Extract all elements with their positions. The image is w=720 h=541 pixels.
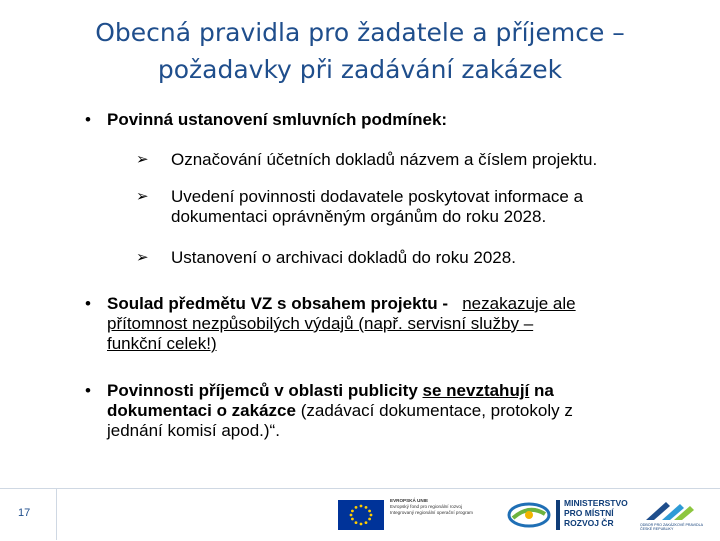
- page-number: 17: [18, 507, 31, 519]
- bullet-item-1: [85, 110, 448, 130]
- sub-item-3: [136, 248, 516, 268]
- sub-item-3-text: Ustanovení o archivaci dokladů do roku 2028.: [171, 248, 516, 267]
- bullet-1-text: Povinná ustanovení smluvních podmínek:: [107, 110, 448, 129]
- bullet-3-bold-2: na: [534, 381, 554, 400]
- bullet-3-bold-underlined: se nevztahují: [422, 381, 530, 400]
- sub-item-2-line-2: dokumentaci oprávněným orgánům do roku 2028.: [171, 207, 547, 226]
- bullet-3-rest-1: (zadávací dokumentace, protokoly z: [300, 401, 573, 420]
- arrow-bullet-icon: ➢: [136, 151, 149, 168]
- bullet-2-underlined-2: přítomnost nezpůsobilých výdajů (např. servisní služby –: [107, 314, 534, 333]
- sub-item-2-line-1: Uvedení povinnosti dodavatele poskytovat informace a: [171, 187, 584, 206]
- nok-text: ODBOR PRO ZAKÁZKOVÉ PRAVIDLA ČESKÉ REPUBLIKY: [640, 523, 704, 531]
- bullet-2-bold-text: Soulad předmětu VZ s obsahem projektu -: [107, 294, 448, 313]
- eu-program-text: EVROPSKÁ UNIE Evropský fond pro regionální rozvoj Integrovaný regionální operační program: [390, 498, 473, 515]
- bullet-3-bold-3: dokumentaci o zakázce: [107, 401, 296, 420]
- slide-title: [40, 14, 680, 88]
- bullet-3-bold-1: Povinnosti příjemců v oblasti publicity: [107, 381, 418, 400]
- bullet-2-underlined-1: nezakazuje ale: [462, 294, 576, 313]
- bullet-marker: •: [85, 381, 91, 400]
- arrow-bullet-icon: ➢: [136, 188, 149, 205]
- bullet-3-rest-2: jednání komisí apod.)“.: [107, 421, 280, 440]
- iop-logo-icon: [505, 500, 553, 530]
- arrow-bullet-icon: ➢: [136, 249, 149, 266]
- sub-item-1-text: Označování účetních dokladů názvem a číslem projektu.: [171, 150, 598, 169]
- sub-item-1: [136, 150, 598, 170]
- bullet-item-2: [85, 294, 576, 354]
- ministry-text: MINISTERSTVO PRO MÍSTNÍ ROZVOJ ČR: [564, 498, 628, 528]
- bullet-2-underlined-3: funkční celek!): [107, 334, 217, 353]
- bullet-marker: •: [85, 110, 91, 129]
- sub-item-2: [136, 187, 584, 227]
- page-number-box: [0, 488, 57, 540]
- mmr-flag-icon: [556, 500, 560, 530]
- bullet-marker: •: [85, 294, 91, 313]
- title-line-1: Obecná pravidla pro žadatele a příjemce –: [95, 18, 625, 47]
- bullet-item-3: [85, 381, 573, 441]
- eu-flag-icon: [338, 500, 384, 530]
- title-line-2: požadavky při zadávání zakázek: [157, 55, 563, 84]
